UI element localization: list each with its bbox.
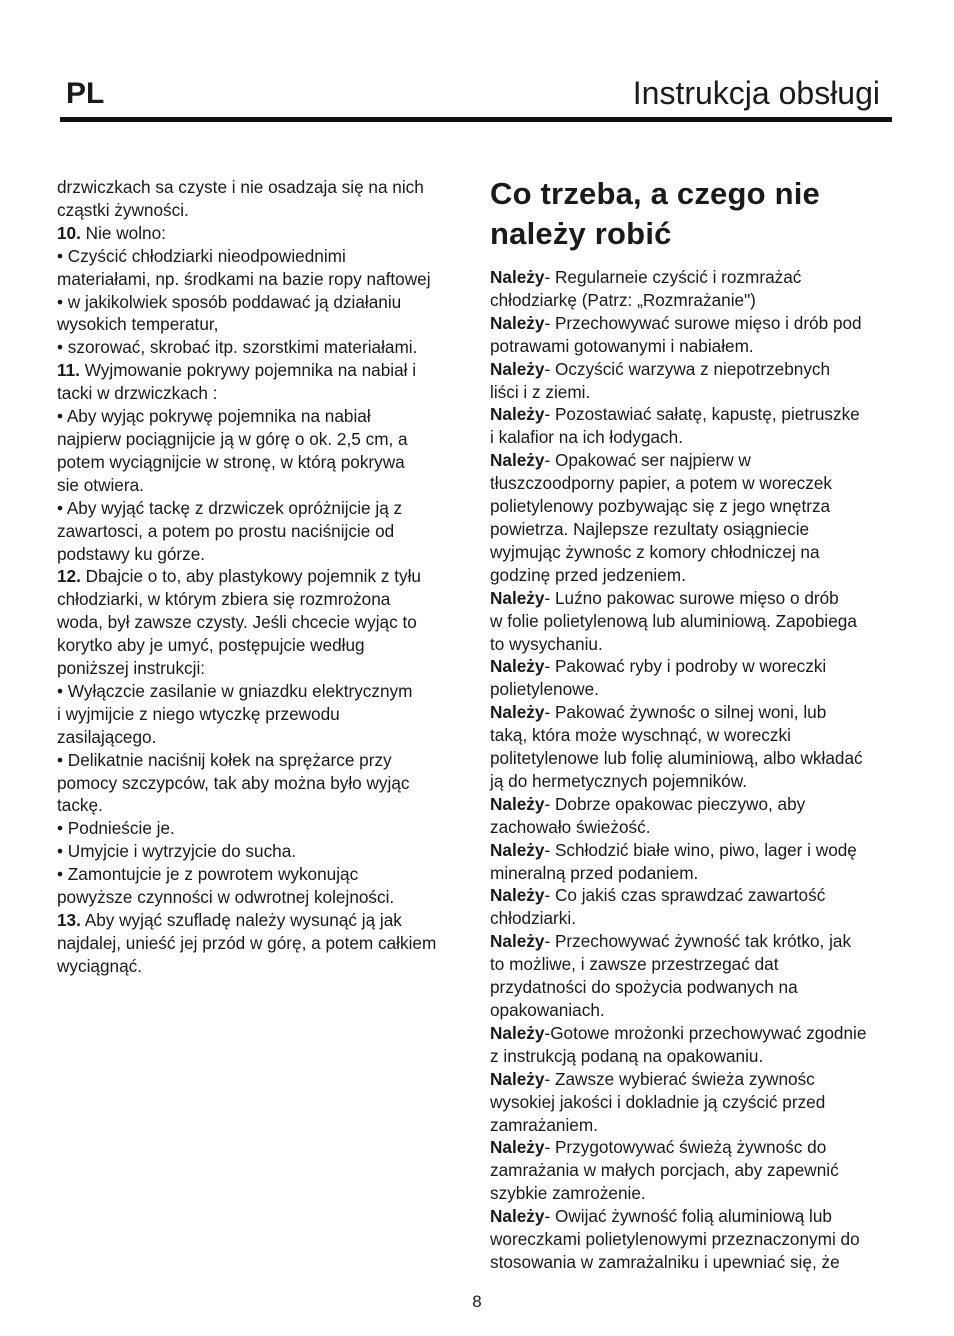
section-heading-line-1: Co trzeba, a czego nie bbox=[490, 176, 820, 211]
line-text: to możliwe, i zawsze przestrzegać dat bbox=[490, 954, 779, 975]
text-line bbox=[57, 520, 461, 543]
text-line bbox=[57, 405, 461, 428]
line-text: godzinę przed jedzeniem. bbox=[490, 564, 686, 585]
dos-line bbox=[490, 564, 900, 587]
dos-line bbox=[490, 770, 900, 793]
line-text: politetylenowe lub folię aluminiową, albo wkładać bbox=[490, 748, 863, 769]
line-text: tłuszczoodporny papier, a potem w woreczek bbox=[490, 473, 833, 494]
text-line bbox=[57, 863, 461, 886]
dos-line bbox=[490, 541, 900, 564]
right-column bbox=[490, 174, 900, 1274]
dos-line bbox=[490, 633, 900, 656]
line-text: korytko aby je umyć, postępujcie według bbox=[57, 635, 365, 656]
nalezy-label: Należy bbox=[490, 931, 545, 952]
dos-line bbox=[490, 862, 900, 885]
item-number: 11. bbox=[57, 360, 80, 381]
line-text: chłodziarki, w którym zbiera się rozmrożona bbox=[57, 589, 391, 610]
line-text: • Czyścić chłodziarki nieodpowiednimi bbox=[57, 245, 346, 266]
dos-line bbox=[490, 953, 900, 976]
dos-line bbox=[490, 381, 900, 404]
page-header bbox=[60, 72, 892, 118]
line-text: - Zawsze wybierać świeża zywnośc bbox=[544, 1068, 815, 1089]
nalezy-label: Należy bbox=[490, 1137, 545, 1158]
dos-line bbox=[490, 1114, 900, 1137]
line-text: liści i z ziemi. bbox=[490, 381, 591, 402]
text-line bbox=[57, 565, 461, 588]
text-line bbox=[57, 886, 461, 909]
dos-line bbox=[490, 472, 900, 495]
section-heading-line-2: należy robić bbox=[490, 216, 672, 251]
line-text: i kalafior na ich łodygach. bbox=[490, 427, 683, 448]
line-text: chłodziarki. bbox=[490, 908, 576, 929]
page-number: 8 bbox=[472, 1292, 482, 1311]
dos-line bbox=[490, 701, 900, 724]
line-text: woda, był zawsze czysty. Jeśli chcecie wyjąc to bbox=[57, 612, 417, 633]
text-line bbox=[57, 176, 461, 199]
line-text: zachowało świeżość. bbox=[490, 816, 651, 837]
line-text: Wyjmowanie pokrywy pojemnika na nabiał i bbox=[79, 360, 417, 381]
nalezy-label: Należy bbox=[490, 358, 545, 379]
line-text: woreczkami polietylenowymi przeznaczonymi do bbox=[490, 1229, 860, 1250]
line-text: podstawy ku górze. bbox=[57, 543, 206, 564]
dos-line bbox=[490, 266, 900, 289]
dos-line bbox=[490, 1045, 900, 1068]
line-text: w folie polietylenową lub aluminiową. Zapobiega bbox=[490, 610, 857, 631]
nalezy-label: Należy bbox=[490, 1022, 545, 1043]
dos-line bbox=[490, 495, 900, 518]
dos-line bbox=[490, 1022, 900, 1045]
dos-line bbox=[490, 335, 900, 358]
line-text: • Aby wyjąć tackę z drzwiczek opróżnijcie ją z bbox=[57, 497, 403, 518]
text-line bbox=[57, 245, 461, 268]
dos-line bbox=[490, 449, 900, 472]
nalezy-label: Należy bbox=[490, 1206, 545, 1227]
dos-list bbox=[490, 266, 900, 1274]
dos-line bbox=[490, 999, 900, 1022]
nalezy-label: Należy bbox=[490, 885, 545, 906]
line-text: - Przechowywać surowe mięso i drób pod bbox=[544, 312, 862, 333]
dos-line bbox=[490, 358, 900, 381]
line-text: poniższej instrukcji: bbox=[57, 658, 206, 679]
text-line bbox=[57, 794, 461, 817]
line-text: - Regularneie czyścić i rozmrażać bbox=[544, 267, 802, 287]
dos-line bbox=[490, 1251, 900, 1274]
text-line bbox=[57, 336, 461, 359]
line-text: stosowania w zamrażalniku i upewniać się, że bbox=[490, 1251, 840, 1272]
dos-line bbox=[490, 1228, 900, 1251]
nalezy-label: Należy bbox=[490, 793, 545, 814]
nalezy-label: Należy bbox=[490, 267, 545, 287]
nalezy-label: Należy bbox=[490, 450, 545, 471]
line-text: ją do hermetycznych pojemników. bbox=[490, 770, 747, 791]
dos-line bbox=[490, 907, 900, 930]
line-text: • w jakikolwiek sposób poddawać ją działaniu bbox=[57, 291, 402, 312]
line-text: pomocy szczypców, tak aby można było wyjąc bbox=[57, 772, 410, 793]
text-line bbox=[57, 657, 461, 680]
dos-line bbox=[490, 678, 900, 701]
dos-line bbox=[490, 403, 900, 426]
text-line bbox=[57, 817, 461, 840]
language-code: PL bbox=[66, 77, 105, 110]
line-text: Dbajcie o to, aby plastykowy pojemnik z tyłu bbox=[80, 566, 421, 587]
text-line bbox=[57, 313, 461, 336]
left-column-text bbox=[57, 176, 461, 978]
dos-line bbox=[490, 747, 900, 770]
text-line bbox=[57, 840, 461, 863]
line-text: najdalej, unieść jej przód w górę, a potem całkiem bbox=[57, 932, 437, 953]
dos-line bbox=[490, 839, 900, 862]
dos-line bbox=[490, 1205, 900, 1228]
text-line bbox=[57, 222, 461, 245]
text-line bbox=[57, 909, 461, 932]
document-title: Instrukcja obsługi bbox=[632, 75, 880, 111]
line-text: • szorować, skrobać itp. szorstkimi materiałami. bbox=[57, 337, 418, 358]
line-text: Nie wolno: bbox=[80, 222, 166, 243]
line-text: i wyjmijcie z niego wtyczkę przewodu bbox=[57, 703, 340, 724]
line-text: • Zamontujcie je z powrotem wykonując bbox=[57, 864, 359, 885]
line-text: - Pozostawiać sałatę, kapustę, pietruszke bbox=[544, 404, 860, 425]
line-text: • Delikatnie naciśnij kołek na sprężarce przy bbox=[57, 749, 392, 770]
line-text: zawartosci, a potem po prostu naciśnijcie od bbox=[57, 520, 395, 541]
line-text: najpierw pociągnijcie ją w górę o ok. 2,5 cm, a bbox=[57, 428, 408, 449]
dos-line bbox=[490, 1136, 900, 1159]
line-text: • Aby wyjąc pokrywę pojemnika na nabiał bbox=[57, 406, 371, 427]
line-text: przydatności do spożycia podwanych na bbox=[490, 977, 798, 998]
item-number: 12. bbox=[57, 566, 81, 587]
dos-line bbox=[490, 976, 900, 999]
line-text: mineralną przed podaniem. bbox=[490, 862, 699, 883]
dos-line bbox=[490, 312, 900, 335]
line-text: potrawami gotowanymi i nabiałem. bbox=[490, 335, 754, 356]
line-text: - Pakować ryby i podroby w woreczki bbox=[544, 656, 827, 677]
dos-line bbox=[490, 518, 900, 541]
text-line bbox=[57, 588, 461, 611]
line-text: • Podnieście je. bbox=[57, 818, 175, 839]
line-text: wysokiej jakości i dokladnie ją czyścić przed bbox=[490, 1091, 826, 1112]
dos-line bbox=[490, 426, 900, 449]
line-text: - Przygotowywać świeżą żywnośc do bbox=[544, 1137, 827, 1158]
line-text: • Wyłączcie zasilanie w gniazdku elektrycznym bbox=[57, 680, 413, 701]
line-text: cząstki żywności. bbox=[57, 199, 189, 220]
nalezy-label: Należy bbox=[490, 587, 545, 608]
line-text: chłodziarkę (Patrz: „Rozmrażanie") bbox=[490, 289, 756, 310]
text-line bbox=[57, 703, 461, 726]
line-text: taką, która może wyschnąć, w woreczki bbox=[490, 725, 791, 746]
dos-line bbox=[490, 1091, 900, 1114]
text-line bbox=[57, 359, 461, 382]
line-text: Aby wyjąć szufladę należy wysunąć ją jak bbox=[80, 910, 402, 930]
nalezy-label: Należy bbox=[490, 1068, 545, 1089]
text-line bbox=[57, 382, 461, 405]
text-line bbox=[57, 772, 461, 795]
dos-line bbox=[490, 724, 900, 747]
text-line bbox=[57, 474, 461, 497]
nalezy-label: Należy bbox=[490, 404, 545, 425]
line-text: sie otwiera. bbox=[57, 474, 144, 495]
dos-line bbox=[490, 930, 900, 953]
dos-line bbox=[490, 587, 900, 610]
text-line bbox=[57, 726, 461, 749]
dos-line bbox=[490, 289, 900, 312]
item-number: 10. bbox=[57, 222, 81, 243]
dos-line bbox=[490, 1068, 900, 1091]
dos-line bbox=[490, 816, 900, 839]
line-text: powietrza. Najlepsze rezultaty osiągniecie bbox=[490, 518, 810, 539]
section-heading bbox=[490, 174, 900, 254]
text-line bbox=[57, 428, 461, 451]
line-text: tackę. bbox=[57, 795, 103, 816]
line-text: polietylenowy pozbywając się z jego wnętrza bbox=[490, 496, 831, 517]
line-text: powyższe czynności w odwrotnej kolejności. bbox=[57, 887, 395, 908]
text-line bbox=[57, 268, 461, 291]
line-text: - Schłodzić białe wino, piwo, lager i wodę bbox=[544, 839, 857, 860]
line-text: - Przechowywać żywność tak krótko, jak bbox=[544, 931, 852, 952]
text-line bbox=[57, 749, 461, 772]
line-text: drzwiczkach sa czyste i nie osadzaja się na nich bbox=[57, 177, 424, 197]
line-text: wyjmując żywnośc z komory chłodniczej na bbox=[490, 541, 820, 562]
nalezy-label: Należy bbox=[490, 839, 545, 860]
line-text: to wysychaniu. bbox=[490, 633, 603, 654]
line-text: - Luźno pakowac surowe mięso o drób bbox=[544, 587, 839, 608]
dos-line bbox=[490, 793, 900, 816]
dos-line bbox=[490, 1182, 900, 1205]
nalezy-label: Należy bbox=[490, 702, 545, 723]
nalezy-label: Należy bbox=[490, 656, 545, 677]
text-line bbox=[57, 611, 461, 634]
line-text: opakowaniach. bbox=[490, 1000, 605, 1020]
header-divider bbox=[60, 117, 892, 122]
item-number: 13. bbox=[57, 910, 81, 930]
dos-line bbox=[490, 655, 900, 678]
line-text: - Pakować żywnośc o silnej woni, lub bbox=[544, 702, 827, 723]
line-text: - Opakować ser najpierw w bbox=[544, 450, 751, 471]
line-text: zamrażaniem. bbox=[490, 1114, 598, 1135]
line-text: • Umyjcie i wytrzyjcie do sucha. bbox=[57, 841, 297, 862]
text-line bbox=[57, 680, 461, 703]
line-text: - Dobrze opakowac pieczywo, aby bbox=[544, 793, 806, 814]
dos-line bbox=[490, 884, 900, 907]
line-text: szybkie zamrożenie. bbox=[490, 1183, 646, 1204]
text-line bbox=[57, 955, 461, 978]
dos-line bbox=[490, 1159, 900, 1182]
line-text: potem wyciągnijcie w stronę, w którą pokrywa bbox=[57, 451, 405, 472]
line-text: tacki w drzwiczkach : bbox=[57, 383, 218, 404]
text-line bbox=[57, 932, 461, 955]
nalezy-label: Należy bbox=[490, 312, 545, 333]
line-text: zamrażania w małych porcjach, aby zapewnić bbox=[490, 1160, 839, 1181]
dos-line bbox=[490, 610, 900, 633]
text-line bbox=[57, 199, 461, 222]
text-line bbox=[57, 451, 461, 474]
text-line bbox=[57, 634, 461, 657]
line-text: -Gotowe mrożonki przechowywać zgodnie bbox=[544, 1022, 867, 1043]
line-text: polietylenowe. bbox=[490, 679, 599, 700]
line-text: wysokich temperatur, bbox=[57, 314, 219, 335]
line-text: materiałami, np. środkami na bazie ropy naftowej bbox=[57, 268, 431, 289]
line-text: - Co jakiś czas sprawdzać zawartość bbox=[544, 885, 826, 906]
text-line bbox=[57, 543, 461, 566]
text-line bbox=[57, 291, 461, 314]
line-text: - Owijać żywność folią aluminiową lub bbox=[544, 1206, 832, 1227]
text-line bbox=[57, 497, 461, 520]
line-text: wyciągnąć. bbox=[57, 955, 143, 976]
line-text: z instrukcją podaną na opakowaniu. bbox=[490, 1045, 764, 1066]
line-text: zasilającego. bbox=[57, 726, 157, 747]
line-text: - Oczyścić warzywa z niepotrzebnych bbox=[544, 358, 831, 379]
